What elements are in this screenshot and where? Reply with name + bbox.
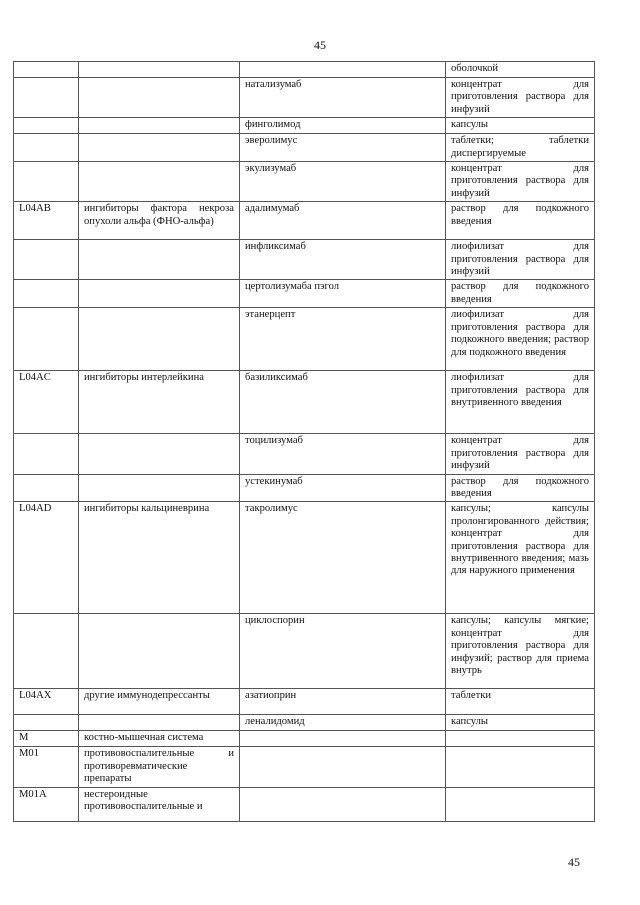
table-row xyxy=(14,162,595,202)
table-row xyxy=(14,614,595,689)
atc-code-cell xyxy=(14,614,79,689)
drug-name-cell: леналидомид xyxy=(240,715,446,731)
table-row xyxy=(14,689,595,715)
anatomical-group-cell xyxy=(79,134,240,162)
atc-code-cell: L04AD xyxy=(14,502,79,614)
dosage-form-cell: таблетки; таблетки диспергируемые xyxy=(446,134,595,162)
table-body xyxy=(14,62,595,822)
dosage-form-cell: лиофилизат для приготовления раствора для инфузий xyxy=(446,240,595,280)
drug-name-cell: натализумаб xyxy=(240,78,446,118)
dosage-form-cell: раствор для подкожного введения xyxy=(446,474,595,502)
drug-name-cell: цертолизумаба пэгол xyxy=(240,280,446,308)
dosage-form-cell: концентрат для приготовления раствора для инфузий xyxy=(446,434,595,474)
atc-code-cell: L04AC xyxy=(14,371,79,434)
anatomical-group-cell xyxy=(79,78,240,118)
table-row xyxy=(14,240,595,280)
table-row xyxy=(14,731,595,747)
anatomical-group-cell: противовоспалительные и противоревматические препараты xyxy=(79,747,240,787)
anatomical-group-cell xyxy=(79,434,240,474)
table-row xyxy=(14,434,595,474)
drug-name-cell: циклоспорин xyxy=(240,614,446,689)
drug-name-cell: тоцилизумаб xyxy=(240,434,446,474)
atc-code-cell xyxy=(14,308,79,371)
anatomical-group-cell xyxy=(79,118,240,134)
anatomical-group-cell xyxy=(79,62,240,78)
table-row xyxy=(14,502,595,614)
anatomical-group-cell: нестероидные противовоспалительные и xyxy=(79,787,240,821)
atc-code-cell xyxy=(14,474,79,502)
drug-name-cell: инфликсимаб xyxy=(240,240,446,280)
anatomical-group-cell xyxy=(79,715,240,731)
table-row xyxy=(14,118,595,134)
table-row xyxy=(14,371,595,434)
drug-name-cell: этанерцепт xyxy=(240,308,446,371)
atc-code-cell xyxy=(14,715,79,731)
atc-code-cell: L04AB xyxy=(14,202,79,240)
anatomical-group-cell xyxy=(79,474,240,502)
dosage-form-cell: оболочкой xyxy=(446,62,595,78)
dosage-form-cell xyxy=(446,747,595,787)
dosage-form-cell: концентрат для приготовления раствора для инфузий xyxy=(446,78,595,118)
dosage-form-cell: концентрат для приготовления раствора для инфузий xyxy=(446,162,595,202)
atc-code-cell: M xyxy=(14,731,79,747)
atc-code-cell xyxy=(14,134,79,162)
dosage-form-cell: капсулы xyxy=(446,715,595,731)
atc-code-cell: L04AX xyxy=(14,689,79,715)
anatomical-group-cell xyxy=(79,280,240,308)
table-row xyxy=(14,787,595,821)
drug-name-cell: эверолимус xyxy=(240,134,446,162)
drug-name-cell: финголимод xyxy=(240,118,446,134)
anatomical-group-cell: ингибиторы кальциневрина xyxy=(79,502,240,614)
table-row xyxy=(14,747,595,787)
anatomical-group-cell: костно-мышечная система xyxy=(79,731,240,747)
drug-name-cell: экулизумаб xyxy=(240,162,446,202)
dosage-form-cell xyxy=(446,731,595,747)
atc-code-cell xyxy=(14,240,79,280)
atc-code-cell xyxy=(14,280,79,308)
anatomical-group-cell xyxy=(79,162,240,202)
page-number-top: 45 xyxy=(314,38,326,52)
atc-code-cell: M01A xyxy=(14,787,79,821)
dosage-form-cell: капсулы xyxy=(446,118,595,134)
atc-code-cell xyxy=(14,62,79,78)
page-number-bottom: 45 xyxy=(568,855,580,869)
table-row xyxy=(14,280,595,308)
drug-name-cell: адалимумаб xyxy=(240,202,446,240)
table-row xyxy=(14,62,595,78)
atc-code-cell xyxy=(14,118,79,134)
table-row xyxy=(14,134,595,162)
drug-table xyxy=(13,61,595,822)
dosage-form-cell xyxy=(446,787,595,821)
drug-name-cell: азатиоприн xyxy=(240,689,446,715)
anatomical-group-cell xyxy=(79,614,240,689)
dosage-form-cell: раствор для подкожного введения xyxy=(446,202,595,240)
drug-name-cell xyxy=(240,747,446,787)
anatomical-group-cell xyxy=(79,240,240,280)
anatomical-group-cell: другие иммунодепрессанты xyxy=(79,689,240,715)
drug-name-cell: такролимус xyxy=(240,502,446,614)
table-row xyxy=(14,78,595,118)
dosage-form-cell: лиофилизат для приготовления раствора для внутривенного введения xyxy=(446,371,595,434)
table-row xyxy=(14,474,595,502)
table-row xyxy=(14,202,595,240)
drug-name-cell xyxy=(240,787,446,821)
atc-code-cell xyxy=(14,162,79,202)
drug-name-cell: базиликсимаб xyxy=(240,371,446,434)
anatomical-group-cell: ингибиторы интерлейкина xyxy=(79,371,240,434)
atc-code-cell xyxy=(14,78,79,118)
atc-code-cell: M01 xyxy=(14,747,79,787)
table-row xyxy=(14,308,595,371)
dosage-form-cell: раствор для подкожного введения xyxy=(446,280,595,308)
dosage-form-cell: лиофилизат для приготовления раствора для подкожного введения; раствор для подкожного введения xyxy=(446,308,595,371)
anatomical-group-cell xyxy=(79,308,240,371)
drug-name-cell: устекинумаб xyxy=(240,474,446,502)
drug-name-cell xyxy=(240,62,446,78)
dosage-form-cell: капсулы; капсулы мягкие; концентрат для приготовления раствора для инфузий; раствор для приема внутрь xyxy=(446,614,595,689)
drug-name-cell xyxy=(240,731,446,747)
atc-code-cell xyxy=(14,434,79,474)
dosage-form-cell: таблетки xyxy=(446,689,595,715)
table-row xyxy=(14,715,595,731)
anatomical-group-cell: ингибиторы фактора некроза опухоли альфа (ФНО-альфа) xyxy=(79,202,240,240)
dosage-form-cell: капсулы; капсулы пролонгированного действия; концентрат для приготовления раствора для внутривенного введения; мазь для наружного применения xyxy=(446,502,595,614)
